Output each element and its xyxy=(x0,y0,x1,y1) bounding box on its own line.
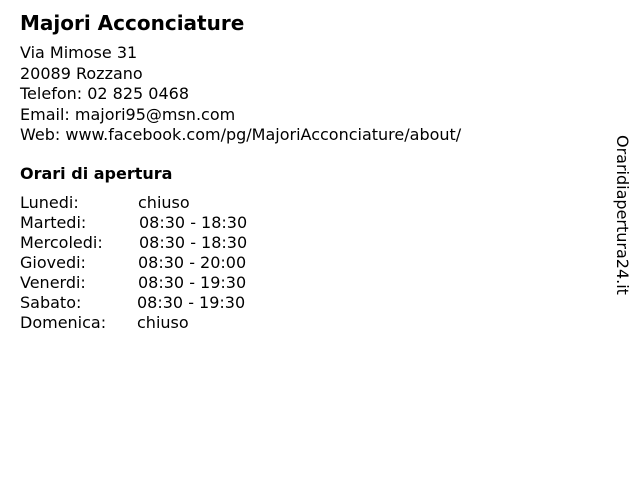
day-label: Lunedi: xyxy=(20,193,79,212)
site-watermark: Oraridiapertura24.it xyxy=(613,135,632,295)
address-line: Via Mimose 31 xyxy=(20,43,138,62)
contact-block xyxy=(20,43,461,146)
hours-value: 08:30 - 18:30 xyxy=(139,213,248,232)
hours-value: chiuso xyxy=(137,313,189,332)
day-label: Domenica: xyxy=(20,313,107,332)
day-label: Venerdi: xyxy=(20,273,86,292)
day-label: Giovedi: xyxy=(20,253,86,272)
day-label: Sabato: xyxy=(20,293,82,312)
hours-value: 08:30 - 19:30 xyxy=(138,273,247,292)
hours-value: 08:30 - 20:00 xyxy=(138,253,247,272)
day-label: Mercoledi: xyxy=(20,233,103,252)
hours-value: 08:30 - 18:30 xyxy=(139,233,248,252)
phone-line: Telefon: 02 825 0468 xyxy=(20,84,190,103)
web-line: Web: www.facebook.com/pg/MajoriAcconciature/about/ xyxy=(20,125,462,144)
email-line: Email: majori95@msn.com xyxy=(20,104,236,124)
hours-heading: Orari di apertura xyxy=(20,164,173,183)
city-line: 20089 Rozzano xyxy=(20,63,143,83)
hours-value: 08:30 - 19:30 xyxy=(137,293,246,312)
day-label: Martedi: xyxy=(20,213,87,232)
hours-value: chiuso xyxy=(138,193,190,212)
business-name: Majori Acconciature xyxy=(20,11,245,35)
